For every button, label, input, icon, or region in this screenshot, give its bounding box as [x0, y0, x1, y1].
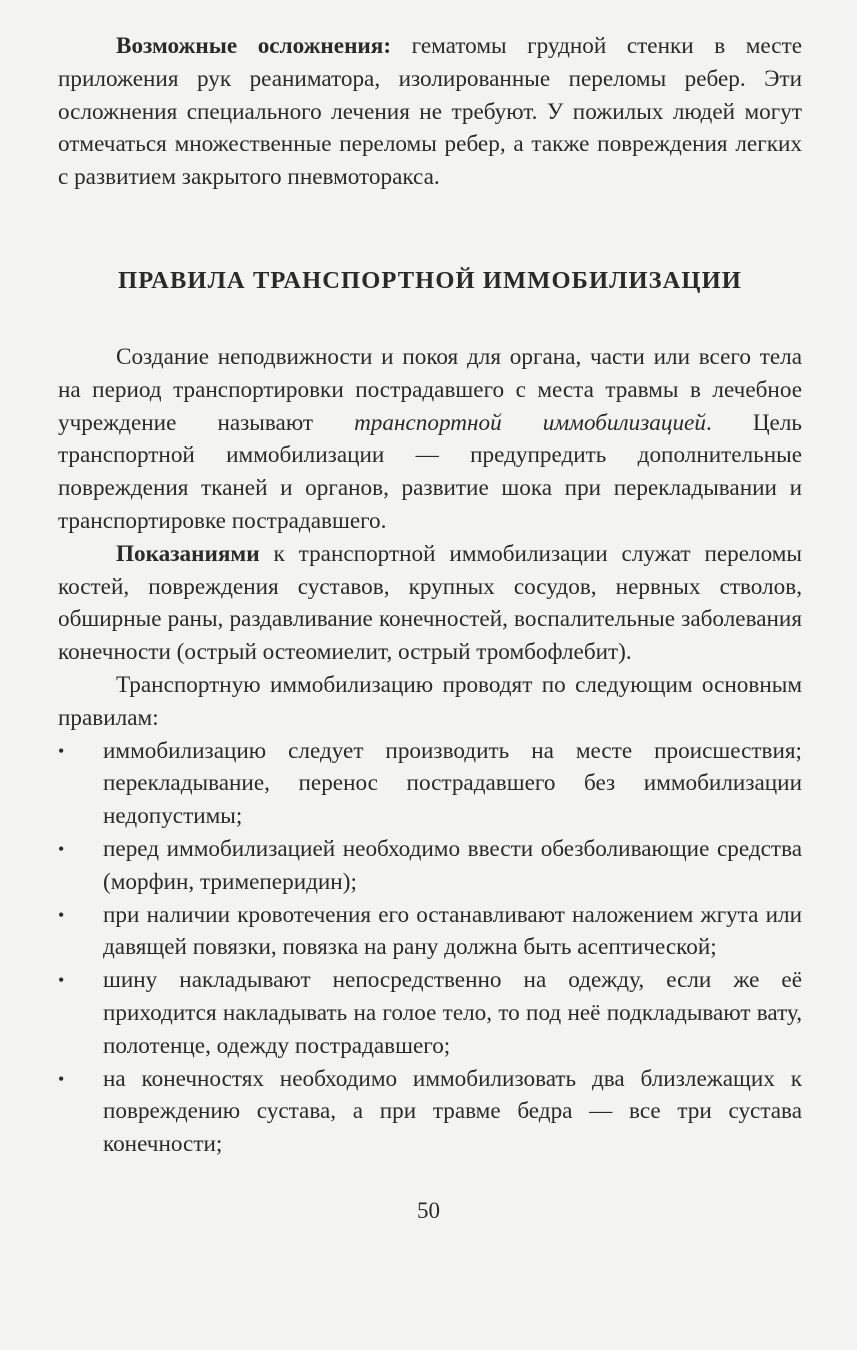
list-item — [58, 964, 802, 1062]
list-item — [58, 899, 802, 965]
rule-text: на конечностях необходимо иммобилизовать два близлежащих к повреждению сустава, а при травме бедра — все три сустава конечности; — [103, 1065, 802, 1158]
page-content — [58, 30, 802, 1161]
complications-label: Возможные осложнения: — [116, 33, 392, 59]
indications-paragraph — [58, 538, 802, 669]
list-item — [58, 735, 802, 833]
definition-paragraph — [58, 341, 802, 538]
indications-text: к транспортной иммобилизации служат переломы костей, повреждения суставов, крупных сосудов, нервных стволов, обширные раны, раздавливание конечностей, воспалительные заболевания конечности (острый остеомиелит, острый тромбофлебит). — [58, 540, 802, 666]
rule-text: перед иммобилизацией необходимо ввести обезболивающие средства (морфин, тримеперидин); — [103, 835, 802, 895]
section-title: ПРАВИЛА ТРАНСПОРТНОЙ ИММОБИЛИЗАЦИИ — [118, 266, 742, 294]
definition-text-before: Создание неподвижности и покоя для органа, части или всего тела на период транспортировки пострадавшего с места травмы в лечебное учреждение называют — [58, 343, 802, 436]
rules-intro: Транспортную иммобилизацию проводят по следующим основным правилам: — [58, 671, 802, 731]
rule-text: шину накладывают непосредственно на одежду, если же её приходится накладывать на голое тело, то под неё подкладывают вату, полотенце, одежду пострадавшего; — [103, 967, 802, 1059]
definition-text-after: . Цель транспортной иммобилизации — предупредить дополнительные повреждения тканей и органов, развитие шока при перекладывании и транспортировке пострадавшего. — [58, 409, 802, 534]
rules-list — [58, 735, 802, 1161]
bullet-icon: • — [58, 1068, 65, 1089]
rule-text: иммобилизацию следует производить на месте происшествия; перекладывание, перенос пострадавшего без иммобилизации недопустимы; — [103, 737, 802, 830]
page-number: 50 — [417, 1198, 440, 1223]
list-item — [58, 1063, 802, 1161]
bullet-icon: • — [58, 838, 65, 859]
indications-label: Показаниями — [116, 540, 260, 567]
bullet-icon: • — [58, 970, 65, 991]
bullet-icon: • — [58, 904, 65, 925]
definition-term: транспортной иммобилизацией — [354, 409, 706, 436]
list-item — [58, 833, 802, 899]
complications-paragraph — [58, 30, 802, 194]
rule-text: при наличии кровотечения его останавливают наложением жгута или давящей повязки, повязка на рану должна быть асептической; — [103, 901, 802, 961]
complications-text: гематомы грудной стенки в месте приложения рук реаниматора, изолированные переломы ребер. Эти осложнения специального лечения не требуют. У пожилых людей могут отмечаться множественные переломы ребер, а также повреждения легких с развитием закрытого пневмоторакса. — [58, 33, 802, 191]
bullet-icon: • — [58, 740, 65, 761]
